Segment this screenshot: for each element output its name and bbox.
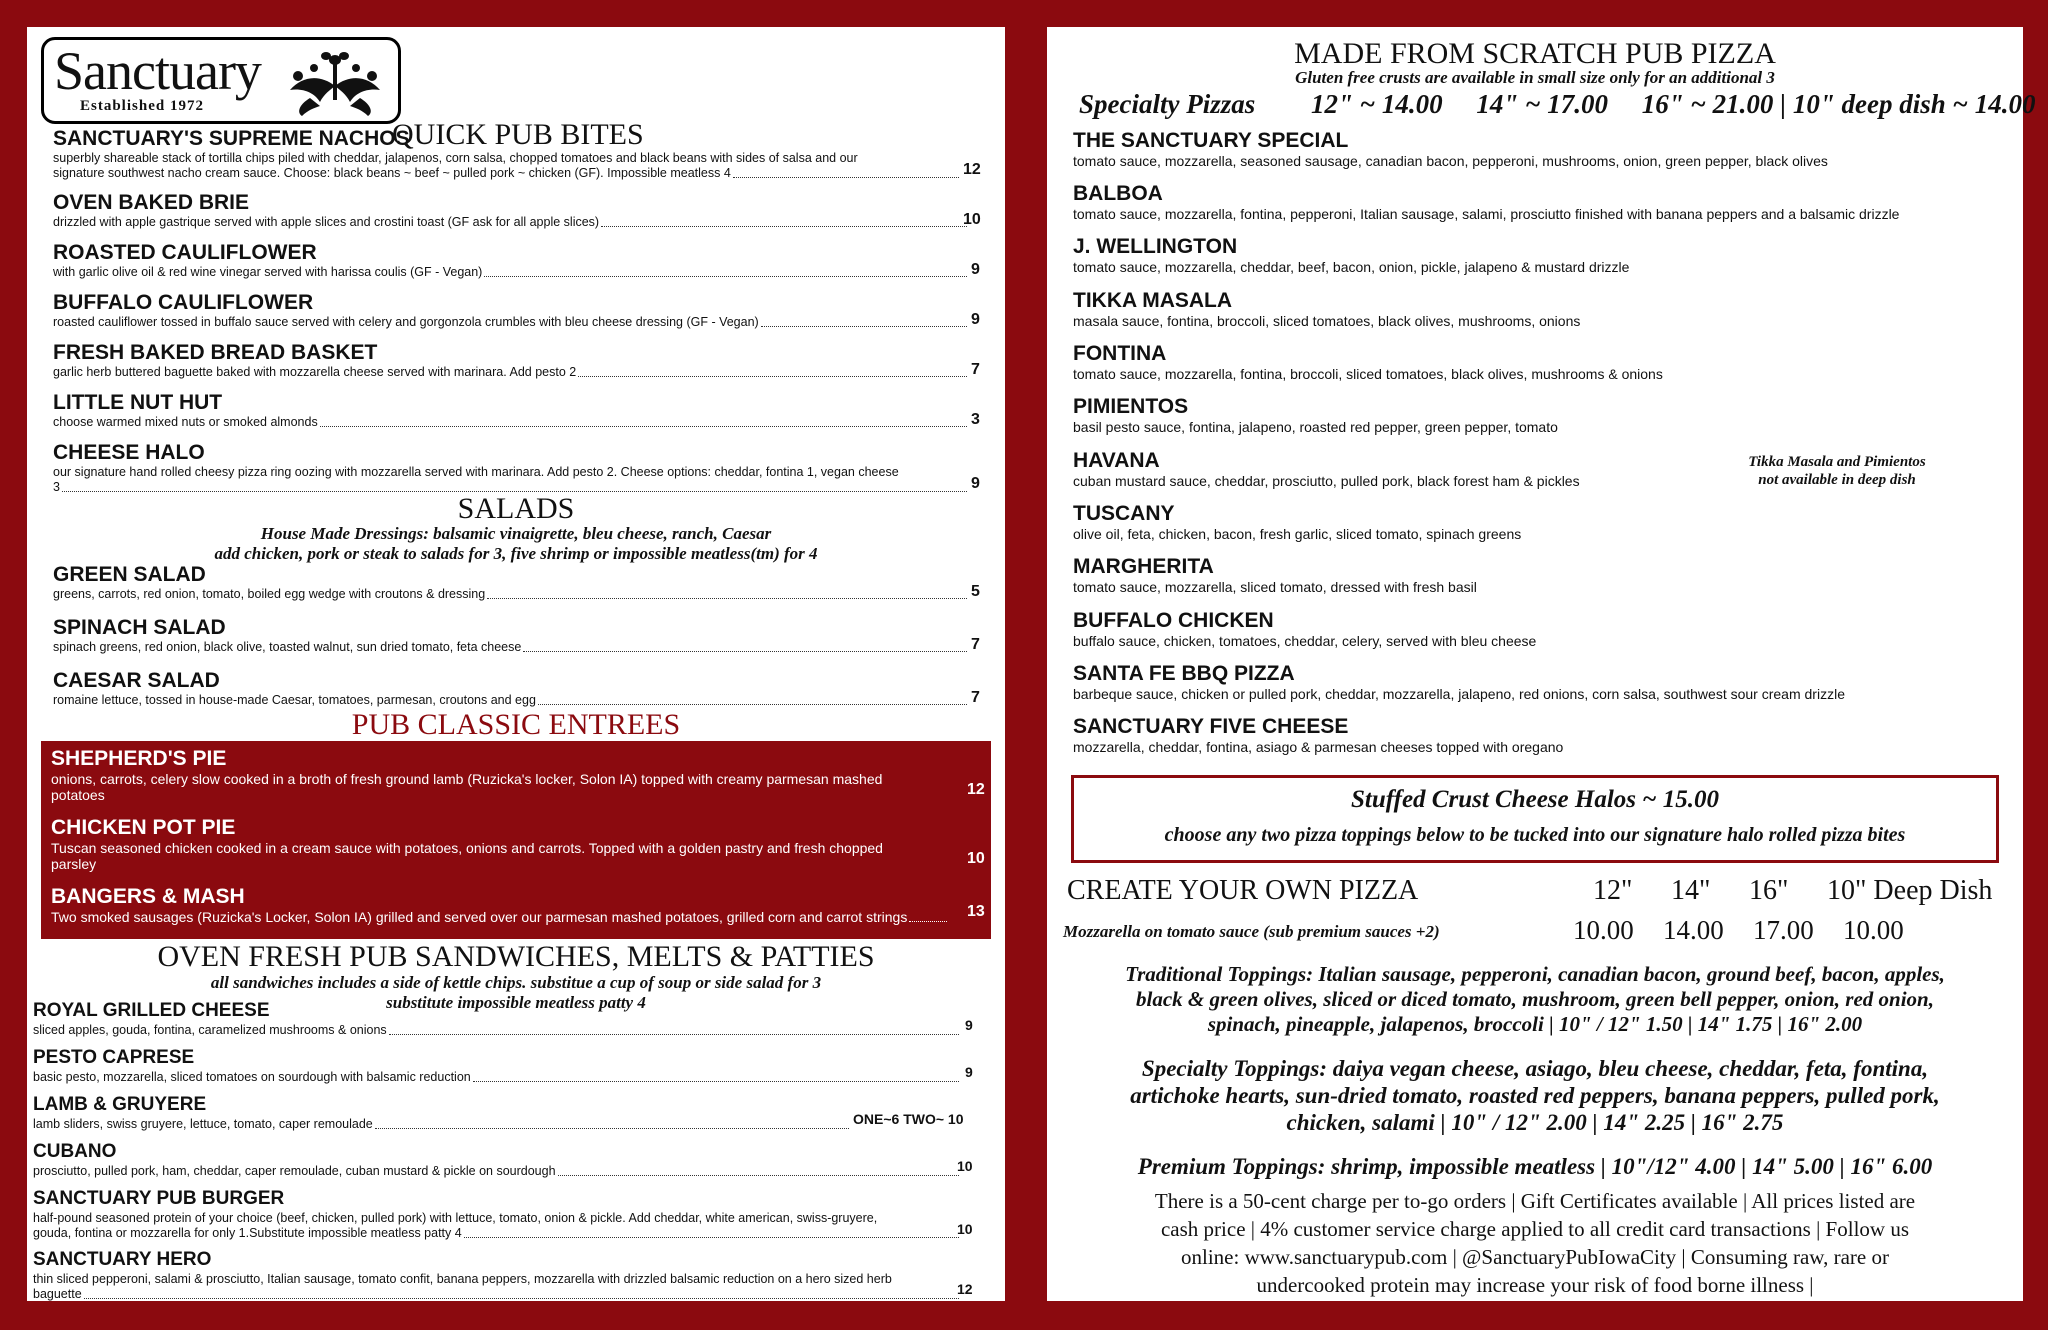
item-desc: prosciutto, pulled pork, ham, cheddar, caper remoulade, cuban mustard & pickle on sourdough (33, 1164, 556, 1178)
menu-item (53, 669, 989, 708)
item-desc: Tuscan seasoned chicken cooked in a cream sauce with potatoes, onions and carrots. Topped with a golden pastry and fresh chopped (51, 840, 883, 856)
menu-item (53, 563, 989, 602)
pizza-desc: cuban mustard sauce, cheddar, prosciutto, pulled pork, black forest ham & pickles (1073, 473, 1580, 489)
pizza-desc: basil pesto sauce, fontina, jalapeno, roasted red pepper, green pepper, tomato (1073, 419, 1558, 435)
cyo-size: 10" Deep Dish (1827, 875, 1993, 906)
pizza-item (1073, 289, 1580, 329)
item-name: SANCTUARY HERO (33, 1249, 212, 1270)
item-price: 9 (971, 311, 980, 328)
menu-item (53, 127, 989, 181)
pizza-desc: tomato sauce, mozzarella, sliced tomato, dressed with fresh basil (1073, 579, 1477, 595)
item-name: LAMB & GRUYERE (33, 1094, 207, 1115)
specialty-pizza-prices: 12" ~ 14.00 14" ~ 17.00 16" ~ 21.00 | 10" deep dish ~ 14.00 (1311, 89, 2036, 119)
menu-item (51, 816, 951, 872)
salads-heading: SALADS (457, 492, 575, 525)
item-price: 5 (971, 583, 980, 600)
gluten-free-note: Gluten free crusts are available in small size only for an additional 3 (1295, 68, 1775, 87)
menu-item (53, 616, 989, 655)
specialty-toppings (1047, 1055, 2023, 1136)
item-desc: 3 (53, 480, 60, 494)
item-desc: Two smoked sausages (Ruzicka's Locker, Solon IA) grilled and served over our parmesan mashed potatoes, grilled corn and carrot strings (51, 909, 908, 925)
item-name: SHEPHERD'S PIE (51, 747, 227, 770)
sandwiches-meatless-note: substitute impossible meatless patty 4 (386, 993, 646, 1012)
pizza-heading: MADE FROM SCRATCH PUB PIZZA (1294, 37, 1776, 70)
item-name: GREEN SALAD (53, 563, 206, 586)
salads-dressings-note: House Made Dressings: balsamic vinaigrette, bleu cheese, ranch, Caesar (260, 524, 772, 543)
item-name: CHICKEN POT PIE (51, 816, 236, 839)
cyo-base: Mozzarella on tomato sauce (sub premium sauces +2) (1063, 922, 1440, 941)
entrees-heading: PUB CLASSIC ENTREES (351, 708, 681, 741)
pizza-name: J. WELLINGTON (1073, 235, 1238, 258)
item-desc: half-pound seasoned protein of your choice (beef, chicken, pulled pork) with lettuce, tomato, onion & pickle. Add cheddar, white american, swiss-gruyere, (33, 1211, 878, 1225)
pizza-item (1073, 715, 1563, 755)
item-desc: drizzled with apple gastrique served with apple slices and crostini toast (GF ask for all apple slices) (53, 215, 600, 229)
menu-item (53, 291, 989, 330)
menu-item (33, 1046, 969, 1085)
item-price: 12 (957, 1281, 973, 1297)
item-price: 7 (971, 689, 980, 706)
right-menu-panel (1047, 27, 2036, 1301)
menu-item (53, 341, 989, 380)
menu-item (51, 747, 951, 803)
menu-item (33, 999, 969, 1038)
sanctuary-logo (41, 37, 401, 124)
pizza-desc: olive oil, feta, chicken, bacon, fresh garlic, sliced tomato, spinach greens (1073, 526, 1522, 542)
pizza-desc: tomato sauce, mozzarella, fontina, broccoli, sliced tomatoes, black olives, mushrooms & onions (1073, 366, 1663, 382)
item-desc: romaine lettuce, tossed in house-made Caesar, tomatoes, parmesan, croutons and egg (53, 693, 536, 707)
pizza-item (1073, 609, 1536, 649)
pizza-item (1073, 555, 1477, 595)
item-price: 10 (967, 850, 985, 867)
item-price: ONE~6 TWO~ 10 (853, 1111, 964, 1127)
pizza-name: SANTA FE BBQ PIZZA (1073, 662, 1295, 685)
cheese-halo-box (1071, 775, 1999, 863)
traditional-toppings (1047, 962, 2023, 1037)
specialty-pizzas-label: Specialty Pizzas (1079, 89, 1256, 119)
item-price: 9 (965, 1017, 973, 1033)
menu-item (33, 1248, 969, 1302)
pizza-name: HAVANA (1073, 449, 1160, 472)
item-desc: basic pesto, mozzarella, sliced tomatoes on sourdough with balsamic reduction (33, 1070, 471, 1084)
cyo-price: 17.00 (1753, 915, 1814, 945)
cyo-size: 12" (1593, 875, 1633, 906)
item-desc: signature southwest nacho cream sauce. Choose: black beans ~ beef ~ pulled pork ~ chicken (GF). Impossible meatless 4 (53, 166, 731, 180)
item-price: 3 (971, 411, 980, 428)
traditional-toppings-line: black & green olives, sliced or diced tomato, mushroom, green bell pepper, onion, red onion, (1136, 987, 1934, 1011)
item-price: 10 (957, 1221, 973, 1237)
menu-item (53, 191, 989, 230)
item-desc: superbly shareable stack of tortilla chips piled with cheddar, jalapenos, corn salsa, chopped tomatoes and black beans with sides of salsa and our (53, 151, 858, 165)
cyo-size: 16" (1749, 875, 1789, 906)
halo-desc: choose any two pizza toppings below to be tucked into our signature halo rolled pizza bites (1164, 824, 1906, 846)
item-price: 10 (957, 1158, 973, 1174)
traditional-toppings-line: Traditional Toppings: Italian sausage, pepperoni, canadian bacon, ground beef, bacon, apples, (1125, 962, 1945, 986)
footer-line: There is a 50-cent charge per to-go orders | Gift Certificates available | All prices listed are (1154, 1189, 1916, 1213)
item-price: 7 (971, 636, 980, 653)
quick-bites-heading: QUICK PUB BITES (392, 118, 644, 151)
item-name: SPINACH SALAD (53, 616, 226, 639)
pizza-name: PIMIENTOS (1073, 395, 1189, 418)
item-name: ROYAL GRILLED CHEESE (33, 1000, 270, 1021)
item-desc: roasted cauliflower tossed in buffalo sauce served with celery and gorgonzola crumbles with bleu cheese dressing (GF - Vegan) (53, 315, 759, 329)
halo-title: Stuffed Crust Cheese Halos ~ 15.00 (1351, 786, 1719, 813)
pizza-name: TIKKA MASALA (1073, 289, 1233, 312)
pizza-item (1073, 129, 1828, 169)
pizza-name: FONTINA (1073, 342, 1167, 365)
pizza-name: MARGHERITA (1073, 555, 1214, 578)
pizza-name: BUFFALO CHICKEN (1073, 609, 1274, 632)
pizza-desc: mozzarella, cheddar, fontina, asiago & parmesan cheeses topped with oregano (1073, 739, 1564, 755)
menu-item (51, 885, 951, 925)
pizza-item (1073, 449, 1580, 489)
item-name: BANGERS & MASH (51, 885, 245, 908)
item-desc: onions, carrots, celery slow cooked in a broth of fresh ground lamb (Ruzicka's locker, Solon IA) topped with creamy parmesan mashed (51, 771, 883, 787)
item-desc: spinach greens, red onion, black olive, toasted walnut, sun dried tomato, feta cheese (53, 640, 522, 654)
item-desc: lamb sliders, swiss gruyere, lettuce, tomato, caper remoulade (33, 1117, 373, 1131)
item-desc: baguette (33, 1287, 82, 1301)
item-name: BUFFALO CAULIFLOWER (53, 291, 314, 314)
logo-name: Sanctuary (54, 41, 261, 101)
item-desc: gouda, fontina or mozzarella for only 1.Substitute impossible meatless patty 4 (33, 1226, 462, 1240)
premium-toppings: Premium Toppings: shrimp, impossible meatless | 10"/12" 4.00 | 14" 5.00 | 16" 6.00 (1137, 1154, 1933, 1179)
deep-dish-note (1697, 453, 1977, 489)
item-desc: parsley (51, 856, 97, 872)
salads-addons-note: add chicken, pork or steak to salads for 3, five shrimp or impossible meatless(tm) for 4 (214, 544, 818, 563)
pizza-name: THE SANCTUARY SPECIAL (1073, 129, 1349, 152)
pizza-desc: tomato sauce, mozzarella, cheddar, beef, bacon, onion, pickle, jalapeno & mustard drizzle (1073, 259, 1630, 275)
item-price: 9 (971, 475, 980, 492)
item-price: 9 (965, 1064, 973, 1080)
item-name: LITTLE NUT HUT (53, 391, 223, 414)
pizza-item (1073, 342, 1663, 382)
item-desc: our signature hand rolled cheesy pizza ring oozing with mozzarella served with marinara. Add pesto 2. Cheese options: cheddar, fontina 1, vegan cheese (53, 465, 899, 479)
item-name: FRESH BAKED BREAD BASKET (53, 341, 378, 364)
deep-dish-note-line: not available in deep dish (1758, 472, 1916, 488)
item-name: SANCTUARY PUB BURGER (33, 1188, 285, 1209)
pizza-name: TUSCANY (1073, 502, 1175, 525)
item-desc: with garlic olive oil & red wine vinegar served with harissa coulis (GF - Vegan) (53, 265, 483, 279)
item-name: SANCTUARY'S SUPREME NACHOS (53, 127, 410, 150)
traditional-toppings-line: spinach, pineapple, jalapenos, broccoli | 10" / 12" 1.50 | 14" 1.75 | 16" 2.00 (1207, 1012, 1863, 1036)
floral-ornament-icon (280, 46, 390, 118)
item-name: CHEESE HALO (53, 441, 205, 464)
menu-item (33, 1140, 969, 1179)
footer-line: cash price | 4% customer service charge applied to all credit card transactions | Follow us (1160, 1217, 1909, 1241)
item-name: CUBANO (33, 1141, 117, 1162)
item-desc: garlic herb buttered baguette baked with mozzarella cheese served with marinara. Add pesto 2 (53, 365, 577, 379)
item-desc: sliced apples, gouda, fontina, caramelized mushrooms & onions (33, 1023, 387, 1037)
pizza-desc: masala sauce, fontina, broccoli, sliced tomatoes, black olives, mushrooms, onions (1073, 313, 1581, 329)
cyo-price: 10.00 (1843, 915, 1904, 945)
specialty-toppings-line: chicken, salami | 10" / 12" 2.00 | 14" 2.25 | 16" 2.75 (1286, 1110, 1784, 1135)
item-name: CAESAR SALAD (53, 669, 220, 692)
item-desc: greens, carrots, red onion, tomato, boiled egg wedge with croutons & dressing (53, 587, 486, 601)
item-price: 13 (967, 903, 985, 920)
left-menu-panel (27, 27, 1005, 1301)
item-price: 10 (963, 211, 981, 228)
footer-line: undercooked protein may increase your risk of food borne illness | (1256, 1273, 1814, 1297)
footer-line: online: www.sanctuarypub.com | @SanctuaryPubIowaCity | Consuming raw, rare or (1181, 1245, 1889, 1269)
logo-established: Established 1972 (80, 98, 204, 114)
sandwiches-heading: OVEN FRESH PUB SANDWICHES, MELTS & PATTIES (157, 940, 875, 973)
footer-info (1047, 1187, 2023, 1299)
item-desc: thin sliced pepperoni, salami & prosciutto, Italian sausage, tomato confit, banana peppers, mozzarella with drizzled balsamic reduction on a hero sized herb (33, 1272, 892, 1286)
pizza-item (1073, 662, 1845, 702)
item-name: OVEN BAKED BRIE (53, 191, 250, 214)
item-price: 9 (971, 261, 980, 278)
pizza-desc: buffalo sauce, chicken, tomatoes, cheddar, celery, served with bleu cheese (1073, 633, 1537, 649)
pizza-item (1073, 182, 1899, 222)
menu-item (33, 1093, 969, 1132)
menu-item (33, 1187, 969, 1241)
entrees-box (41, 741, 991, 939)
menu-item (53, 241, 989, 280)
deep-dish-note-line: Tikka Masala and Pimientos (1748, 454, 1926, 470)
pizza-name: BALBOA (1073, 182, 1163, 205)
menu-item (53, 391, 989, 430)
item-price: 12 (963, 161, 981, 178)
pizza-item (1073, 235, 1629, 275)
item-price: 12 (967, 781, 985, 798)
pizza-item (1073, 502, 1521, 542)
cyo-price: 10.00 (1573, 915, 1634, 945)
pizza-name: SANCTUARY FIVE CHEESE (1073, 715, 1349, 738)
specialty-toppings-line: artichoke hearts, sun-dried tomato, roasted red peppers, banana peppers, pulled pork, (1130, 1083, 1940, 1108)
pizza-desc: tomato sauce, mozzarella, seasoned sausage, canadian bacon, pepperoni, mushrooms, onion, green pepper, black olives (1073, 153, 1828, 169)
item-price: 7 (971, 361, 980, 378)
item-name: PESTO CAPRESE (33, 1047, 195, 1068)
cyo-price: 14.00 (1663, 915, 1724, 945)
pizza-desc: tomato sauce, mozzarella, fontina, pepperoni, Italian sausage, salami, prosciutto finished with banana peppers and a balsamic drizzle (1073, 206, 1900, 222)
specialty-toppings-line: Specialty Toppings: daiya vegan cheese, asiago, bleu cheese, cheddar, feta, fontina, (1141, 1056, 1929, 1081)
cyo-size: 14" (1671, 875, 1711, 906)
item-desc: potatoes (51, 787, 105, 803)
sandwiches-note: all sandwiches includes a side of kettle chips. substitue a cup of soup or side salad for 3 (210, 973, 822, 992)
item-desc: choose warmed mixed nuts or smoked almonds (53, 415, 318, 429)
item-name: ROASTED CAULIFLOWER (53, 241, 317, 264)
pizza-desc: barbeque sauce, chicken or pulled pork, cheddar, mozzarella, jalapeno, red onions, corn salsa, southwest sour cream drizzle (1073, 686, 1845, 702)
pizza-item (1073, 395, 1558, 435)
cyo-heading: CREATE YOUR OWN PIZZA (1067, 875, 1419, 906)
menu-item (53, 441, 989, 495)
